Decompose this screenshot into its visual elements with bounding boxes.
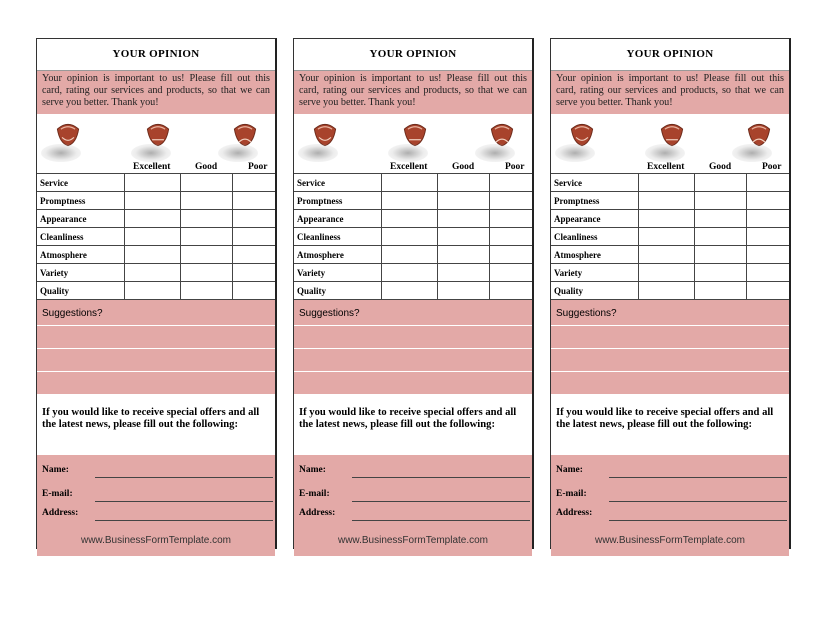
good-cell[interactable] <box>181 282 233 300</box>
name-field[interactable] <box>352 477 530 478</box>
suggestions-label: Suggestions? <box>551 300 789 326</box>
good-cell[interactable] <box>695 174 747 192</box>
poor-cell[interactable] <box>233 246 276 264</box>
suggestion-line[interactable] <box>551 326 789 349</box>
rating-row <box>294 192 532 210</box>
rating-table <box>37 173 275 300</box>
rating-row <box>551 246 789 264</box>
offer-text: If you would like to receive special offers and all the latest news, please fill out the following: <box>294 395 532 455</box>
category-label: Cleanliness <box>37 228 125 246</box>
intro-text: Your opinion is important to us! Please fill out this card, rating our services and products, so that we can serve you better. Thank you! <box>551 71 789 114</box>
email-label: E-mail: <box>556 489 587 499</box>
poor-cell[interactable] <box>490 174 533 192</box>
poor-cell[interactable] <box>233 210 276 228</box>
good-cell[interactable] <box>438 210 490 228</box>
rating-label-poor: Poor <box>248 162 268 172</box>
excellent-cell[interactable] <box>639 264 695 282</box>
address-label: Address: <box>299 508 336 518</box>
happy-face-icon <box>312 122 338 153</box>
suggestions-label: Suggestions? <box>294 300 532 326</box>
address-field[interactable] <box>352 520 530 521</box>
category-label: Variety <box>37 264 125 282</box>
card-title: YOUR OPINION <box>551 39 789 71</box>
neutral-face-icon <box>402 122 428 153</box>
category-label: Quality <box>37 282 125 300</box>
rating-row <box>551 228 789 246</box>
rating-row <box>294 282 532 300</box>
good-cell[interactable] <box>438 246 490 264</box>
good-cell[interactable] <box>438 282 490 300</box>
address-field[interactable] <box>609 520 787 521</box>
rating-row <box>294 246 532 264</box>
poor-cell[interactable] <box>233 228 276 246</box>
happy-face-icon <box>55 122 81 153</box>
good-cell[interactable] <box>438 192 490 210</box>
good-cell[interactable] <box>695 282 747 300</box>
rating-row <box>551 282 789 300</box>
rating-icons <box>551 114 789 173</box>
sad-face-icon <box>489 122 515 153</box>
poor-cell[interactable] <box>490 210 533 228</box>
excellent-cell[interactable] <box>639 210 695 228</box>
category-label: Service <box>551 174 639 192</box>
suggestion-line[interactable] <box>294 349 532 372</box>
category-label: Cleanliness <box>294 228 382 246</box>
category-label: Quality <box>551 282 639 300</box>
category-label: Variety <box>294 264 382 282</box>
contact-section <box>551 455 789 556</box>
rating-row <box>551 264 789 282</box>
excellent-cell[interactable] <box>125 192 181 210</box>
name-label: Name: <box>299 465 326 475</box>
poor-cell[interactable] <box>747 264 790 282</box>
good-cell[interactable] <box>695 192 747 210</box>
rating-row <box>294 228 532 246</box>
poor-cell[interactable] <box>747 246 790 264</box>
excellent-cell[interactable] <box>382 210 438 228</box>
good-cell[interactable] <box>695 210 747 228</box>
website-link[interactable]: www.BusinessFormTemplate.com <box>594 535 746 546</box>
excellent-cell[interactable] <box>382 282 438 300</box>
offer-text: If you would like to receive special offers and all the latest news, please fill out the following: <box>37 395 275 455</box>
category-label: Promptness <box>37 192 125 210</box>
category-label: Cleanliness <box>551 228 639 246</box>
poor-cell[interactable] <box>747 192 790 210</box>
rating-row <box>294 174 532 192</box>
rating-icons <box>37 114 275 173</box>
contact-section <box>294 455 532 556</box>
happy-face-icon <box>569 122 595 153</box>
category-label: Appearance <box>294 210 382 228</box>
rating-row <box>37 174 275 192</box>
good-cell[interactable] <box>438 174 490 192</box>
rating-label-poor: Poor <box>762 162 782 172</box>
name-label: Name: <box>556 465 583 475</box>
category-label: Appearance <box>37 210 125 228</box>
excellent-cell[interactable] <box>125 210 181 228</box>
suggestions-label: Suggestions? <box>37 300 275 326</box>
category-label: Service <box>37 174 125 192</box>
sad-face-icon <box>746 122 772 153</box>
rating-label-good: Good <box>452 162 475 172</box>
category-label: Atmosphere <box>551 246 639 264</box>
rating-label-excellent: Excellent <box>647 162 685 172</box>
email-label: E-mail: <box>299 489 330 499</box>
good-cell[interactable] <box>695 246 747 264</box>
good-cell[interactable] <box>181 174 233 192</box>
rating-row <box>551 174 789 192</box>
poor-cell[interactable] <box>747 210 790 228</box>
excellent-cell[interactable] <box>639 228 695 246</box>
neutral-face-icon <box>659 122 685 153</box>
excellent-cell[interactable] <box>382 228 438 246</box>
address-label: Address: <box>556 508 593 518</box>
good-cell[interactable] <box>695 264 747 282</box>
excellent-cell[interactable] <box>382 264 438 282</box>
good-cell[interactable] <box>181 246 233 264</box>
suggestions-section <box>294 300 532 395</box>
name-field[interactable] <box>95 477 273 478</box>
poor-cell[interactable] <box>233 192 276 210</box>
rating-label-good: Good <box>709 162 732 172</box>
suggestion-line[interactable] <box>551 349 789 372</box>
good-cell[interactable] <box>438 228 490 246</box>
poor-cell[interactable] <box>490 228 533 246</box>
category-label: Atmosphere <box>294 246 382 264</box>
excellent-cell[interactable] <box>639 246 695 264</box>
neutral-face-icon <box>145 122 171 153</box>
suggestions-section <box>37 300 275 395</box>
rating-row <box>294 264 532 282</box>
category-label: Quality <box>294 282 382 300</box>
website-link[interactable]: www.BusinessFormTemplate.com <box>337 535 489 546</box>
rating-row <box>37 264 275 282</box>
opinion-card <box>550 38 791 549</box>
good-cell[interactable] <box>438 264 490 282</box>
offer-text: If you would like to receive special offers and all the latest news, please fill out the following: <box>551 395 789 455</box>
good-cell[interactable] <box>181 264 233 282</box>
category-label: Variety <box>551 264 639 282</box>
category-label: Promptness <box>294 192 382 210</box>
email-label: E-mail: <box>42 489 73 499</box>
excellent-cell[interactable] <box>125 264 181 282</box>
rating-table <box>551 173 789 300</box>
excellent-cell[interactable] <box>125 228 181 246</box>
poor-cell[interactable] <box>233 282 276 300</box>
rating-row <box>37 192 275 210</box>
email-field[interactable] <box>609 501 787 502</box>
rating-icons <box>294 114 532 173</box>
website-link[interactable]: www.BusinessFormTemplate.com <box>80 535 232 546</box>
rating-label-good: Good <box>195 162 218 172</box>
category-label: Service <box>294 174 382 192</box>
good-cell[interactable] <box>181 192 233 210</box>
rating-row <box>37 210 275 228</box>
poor-cell[interactable] <box>747 174 790 192</box>
address-field[interactable] <box>95 520 273 521</box>
excellent-cell[interactable] <box>382 174 438 192</box>
excellent-cell[interactable] <box>639 192 695 210</box>
card-title: YOUR OPINION <box>37 39 275 71</box>
suggestion-line[interactable] <box>294 326 532 349</box>
suggestion-line[interactable] <box>37 326 275 349</box>
sad-face-icon <box>232 122 258 153</box>
category-label: Promptness <box>551 192 639 210</box>
email-field[interactable] <box>95 501 273 502</box>
suggestion-line[interactable] <box>294 372 532 395</box>
contact-section <box>37 455 275 556</box>
category-label: Appearance <box>551 210 639 228</box>
excellent-cell[interactable] <box>382 192 438 210</box>
poor-cell[interactable] <box>490 264 533 282</box>
rating-label-excellent: Excellent <box>133 162 171 172</box>
poor-cell[interactable] <box>233 174 276 192</box>
good-cell[interactable] <box>181 210 233 228</box>
excellent-cell[interactable] <box>639 174 695 192</box>
intro-text: Your opinion is important to us! Please fill out this card, rating our services and products, so that we can serve you better. Thank you! <box>294 71 532 114</box>
poor-cell[interactable] <box>490 192 533 210</box>
poor-cell[interactable] <box>490 246 533 264</box>
rating-row <box>294 210 532 228</box>
poor-cell[interactable] <box>747 228 790 246</box>
good-cell[interactable] <box>181 228 233 246</box>
good-cell[interactable] <box>695 228 747 246</box>
opinion-card <box>293 38 534 549</box>
excellent-cell[interactable] <box>382 246 438 264</box>
rating-row <box>37 228 275 246</box>
suggestion-line[interactable] <box>37 349 275 372</box>
rating-table <box>294 173 532 300</box>
suggestions-section <box>551 300 789 395</box>
rating-row <box>37 282 275 300</box>
card-title: YOUR OPINION <box>294 39 532 71</box>
poor-cell[interactable] <box>490 282 533 300</box>
excellent-cell[interactable] <box>125 282 181 300</box>
excellent-cell[interactable] <box>125 246 181 264</box>
rating-row <box>37 246 275 264</box>
excellent-cell[interactable] <box>639 282 695 300</box>
poor-cell[interactable] <box>233 264 276 282</box>
rating-label-excellent: Excellent <box>390 162 428 172</box>
rating-label-poor: Poor <box>505 162 525 172</box>
name-label: Name: <box>42 465 69 475</box>
address-label: Address: <box>42 508 79 518</box>
email-field[interactable] <box>352 501 530 502</box>
poor-cell[interactable] <box>747 282 790 300</box>
name-field[interactable] <box>609 477 787 478</box>
suggestion-line[interactable] <box>551 372 789 395</box>
opinion-card <box>36 38 277 549</box>
category-label: Atmosphere <box>37 246 125 264</box>
rating-row <box>551 192 789 210</box>
excellent-cell[interactable] <box>125 174 181 192</box>
rating-row <box>551 210 789 228</box>
intro-text: Your opinion is important to us! Please fill out this card, rating our services and products, so that we can serve you better. Thank you! <box>37 71 275 114</box>
suggestion-line[interactable] <box>37 372 275 395</box>
